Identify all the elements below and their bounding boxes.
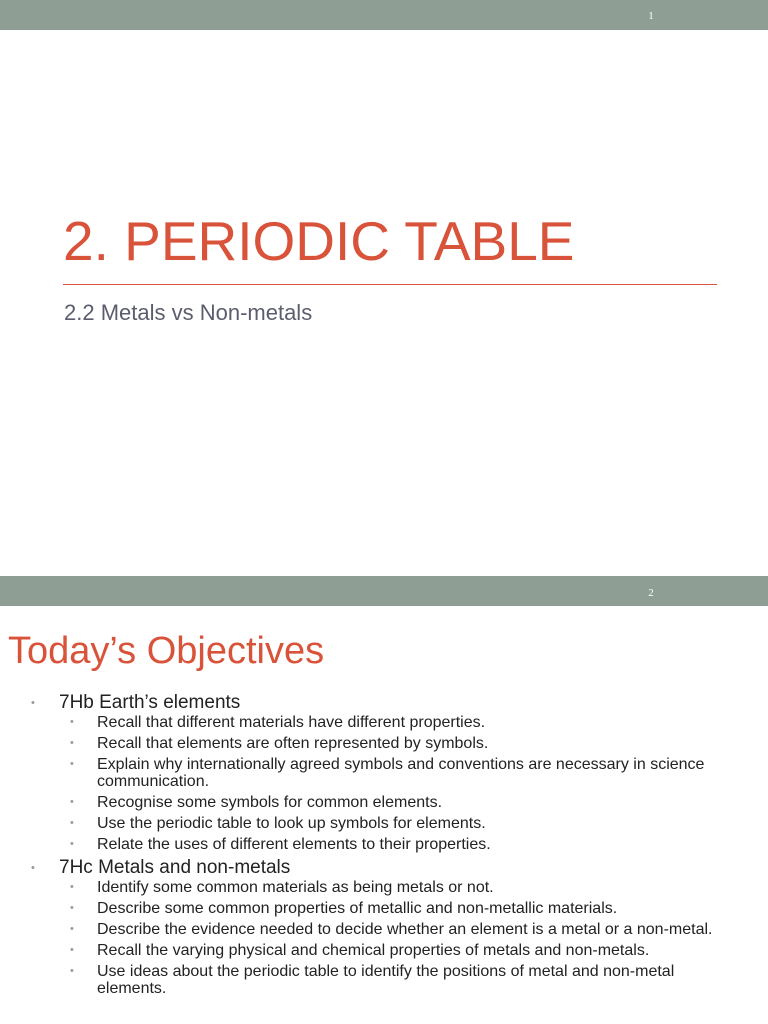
objective-item [59, 900, 768, 917]
bullet-icon: • [70, 817, 74, 829]
objective-item-text: Recall the varying physical and chemical properties of metals and non-metals. [97, 942, 650, 959]
objective-item [59, 879, 768, 896]
objectives-title: Today’s Objectives [8, 630, 325, 672]
objective-item-text: Identify some common materials as being metals or not. [97, 879, 494, 896]
bullet-icon: • [70, 796, 74, 808]
slide-number: 1 [648, 10, 654, 22]
bullet-icon: • [70, 923, 74, 935]
objectives-list [0, 692, 768, 1001]
objective-group [0, 857, 768, 997]
objective-group-heading: 7Hb Earth’s elements [59, 692, 241, 713]
objective-item [59, 714, 768, 731]
objective-item-text: Use the periodic table to look up symbols for elements. [97, 815, 486, 832]
bullet-icon: • [70, 838, 74, 850]
title-divider [63, 284, 717, 285]
objective-sub-list [59, 879, 768, 997]
bullet-icon: • [70, 965, 74, 977]
slide-subtitle: 2.2 Metals vs Non-metals [64, 300, 313, 325]
slide-title: 2. PERIODIC TABLE [63, 210, 575, 272]
objective-item [59, 836, 768, 853]
bullet-icon: • [31, 862, 35, 874]
objective-item [59, 735, 768, 752]
objective-item [59, 921, 768, 938]
slide-2 [0, 576, 768, 1024]
objective-item-text: Recall that different materials have different properties. [97, 714, 486, 731]
objective-group [0, 692, 768, 853]
objective-item-text: Relate the uses of different elements to their properties. [97, 836, 491, 853]
bullet-icon: • [70, 881, 74, 893]
objective-item-text: Explain why internationally agreed symbols and conventions are necessary in science communication. [97, 756, 705, 790]
objective-item-text: Recall that elements are often represented by symbols. [97, 735, 489, 752]
bullet-icon: • [70, 716, 74, 728]
objective-item-text: Describe the evidence needed to decide whether an element is a metal or a non-metal. [97, 921, 713, 938]
objective-item [59, 963, 768, 997]
bullet-icon: • [70, 758, 74, 770]
objective-item-text: Recognise some symbols for common elements. [97, 794, 443, 811]
objective-item-text: Use ideas about the periodic table to identify the positions of metal and non-metal elements. [97, 963, 675, 997]
bullet-icon: • [70, 737, 74, 749]
objective-item [59, 942, 768, 959]
objective-item [59, 756, 768, 790]
objective-item [59, 815, 768, 832]
objective-item [59, 794, 768, 811]
objective-sub-list [59, 714, 768, 853]
objective-item-text: Describe some common properties of metallic and non-metallic materials. [97, 900, 618, 917]
slide-number: 2 [648, 587, 654, 599]
bullet-icon: • [31, 697, 35, 709]
objective-group-heading: 7Hc Metals and non-metals [59, 857, 291, 878]
bullet-icon: • [70, 902, 74, 914]
bullet-icon: • [70, 944, 74, 956]
